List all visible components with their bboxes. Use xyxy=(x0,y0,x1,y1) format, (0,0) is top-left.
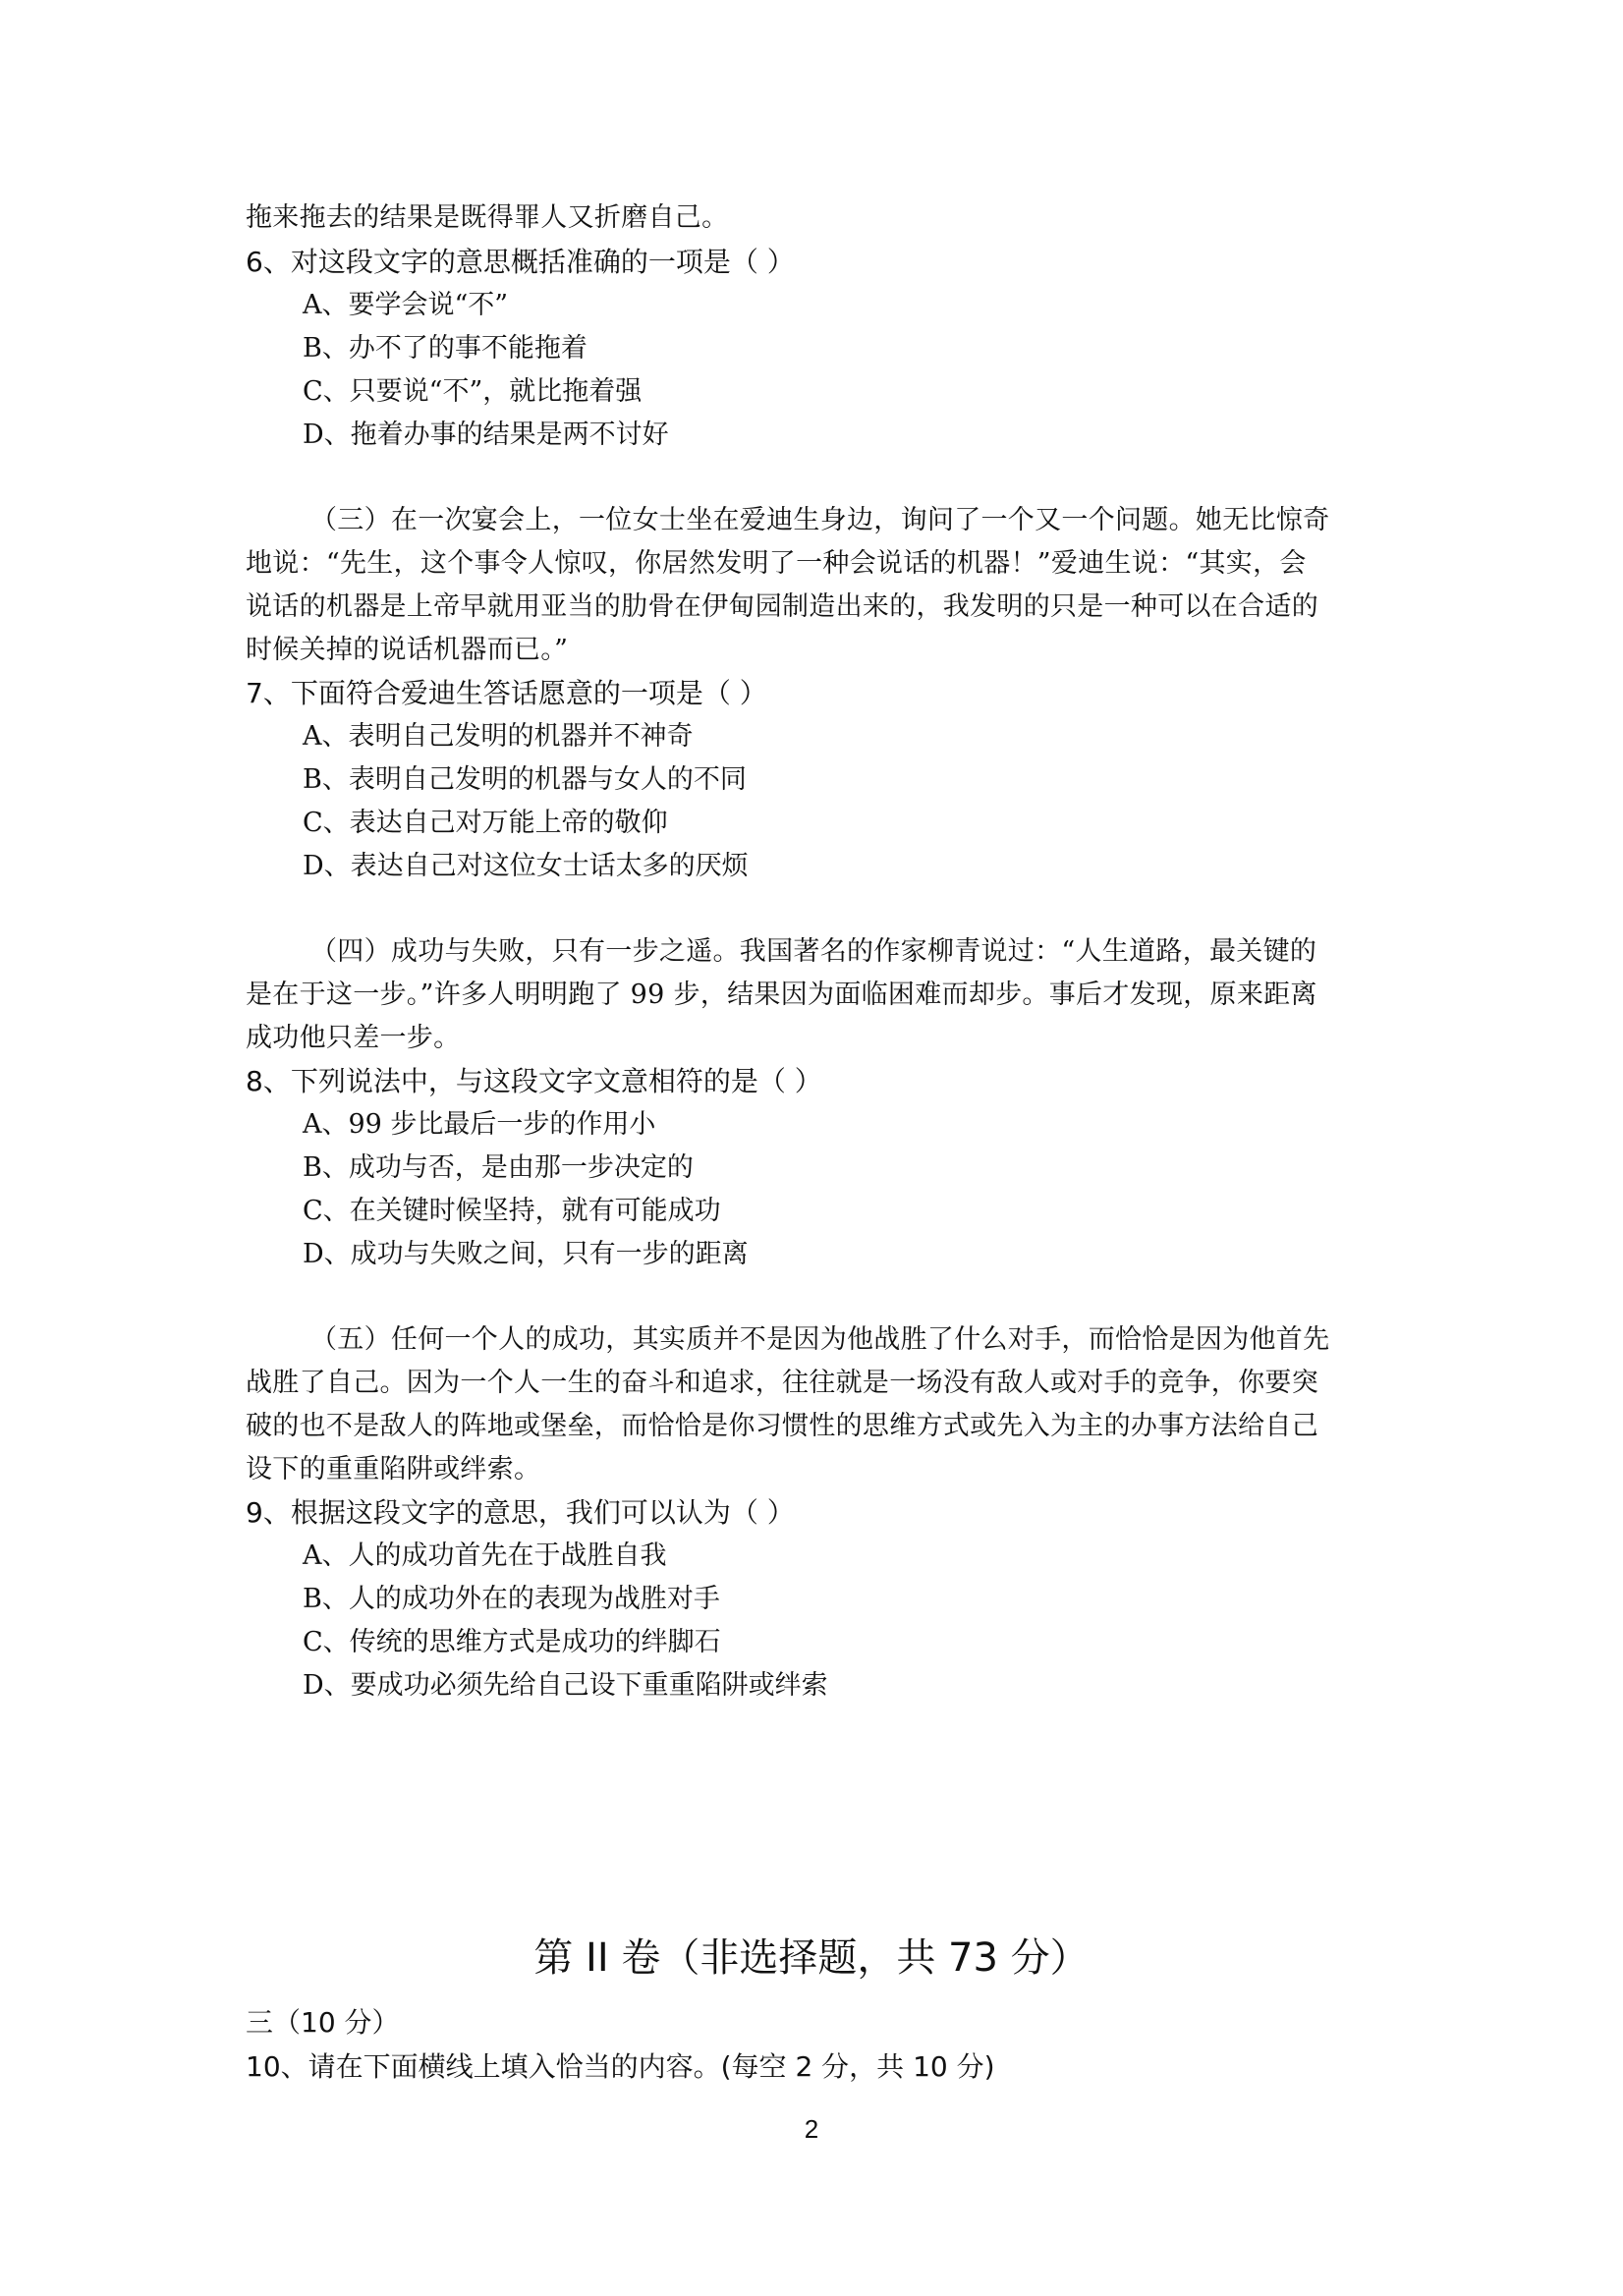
passage-3-line-1: （三）在一次宴会上，一位女士坐在爱迪生身边，询问了一个又一个问题。她无比惊奇 xyxy=(310,505,1330,535)
question-7-option-c: C、表达自己对万能上帝的敬仰 xyxy=(303,808,668,838)
question-7-option-d: D、表达自己对这位女士话太多的厌烦 xyxy=(303,851,749,881)
passage-5-line-3: 破的也不是敌人的阵地或堡垒，而恰恰是你习惯性的思维方式或先入为主的办事方法给自己 xyxy=(246,1411,1318,1441)
passage-text-line: 拖来拖去的结果是既得罪人又折磨自己。 xyxy=(246,202,729,233)
question-9-option-c: C、传统的思维方式是成功的绊脚石 xyxy=(303,1627,721,1657)
question-9-stem: 9、根据这段文字的意思，我们可以认为（ ） xyxy=(246,1496,795,1529)
passage-4-line-2: 是在于这一步。”许多人明明跑了 99 步，结果因为面临困难而却步。事后才发现，原来距离 xyxy=(246,980,1317,1010)
passage-4-line-1: （四）成功与失败，只有一步之遥。我国著名的作家柳青说过：“人生道路，最关键的 xyxy=(310,936,1317,967)
question-6-option-d: D、拖着办事的结果是两不讨好 xyxy=(303,420,669,450)
question-7-option-b: B、表明自己发明的机器与女人的不同 xyxy=(303,764,747,795)
question-8-option-b: B、成功与否，是由那一步决定的 xyxy=(303,1152,694,1183)
question-7-stem: 7、下面符合爱迪生答话愿意的一项是（ ） xyxy=(246,677,767,709)
question-8-option-a: A、99 步比最后一步的作用小 xyxy=(303,1109,656,1140)
question-9-option-b: B、人的成功外在的表现为战胜对手 xyxy=(303,1584,720,1614)
question-10-stem: 10、请在下面横线上填入恰当的内容。(每空 2 分，共 10 分) xyxy=(246,2050,995,2083)
question-9-option-a: A、人的成功首先在于战胜自我 xyxy=(303,1540,667,1571)
passage-3-line-3: 说话的机器是上帝早就用亚当的肋骨在伊甸园制造出来的，我发明的只是一种可以在合适的 xyxy=(246,591,1318,622)
question-8-stem: 8、下列说法中，与这段文字文意相符的是（ ） xyxy=(246,1065,822,1097)
passage-5-line-1: （五）任何一个人的成功，其实质并不是因为他战胜了什么对手，而恰恰是因为他首先 xyxy=(310,1324,1330,1355)
passage-3-line-2: 地说：“先生，这个事令人惊叹，你居然发明了一种会说话的机器！”爱迪生说：“其实，会 xyxy=(246,548,1307,579)
passage-3-line-4: 时候关掉的说话机器而已。” xyxy=(246,635,569,665)
page-number: 2 xyxy=(804,2114,819,2144)
question-8-option-c: C、在关键时候坚持，就有可能成功 xyxy=(303,1196,721,1226)
question-6-option-c: C、只要说“不”，就比拖着强 xyxy=(303,376,643,407)
passage-4-line-3: 成功他只差一步。 xyxy=(246,1023,461,1053)
passage-5-line-2: 战胜了自己。因为一个人一生的奋斗和追求，往往就是一场没有敌人或对手的竞争，你要突 xyxy=(246,1368,1318,1398)
section-3-heading: 三（10 分） xyxy=(246,2006,400,2039)
question-6-stem: 6、对这段文字的意思概括准确的一项是（ ） xyxy=(246,246,795,278)
question-6-option-a: A、要学会说“不” xyxy=(303,290,509,320)
question-9-option-d: D、要成功必须先给自己设下重重陷阱或绊索 xyxy=(303,1670,828,1701)
question-6-option-b: B、办不了的事不能拖着 xyxy=(303,333,588,364)
question-7-option-a: A、表明自己发明的机器并不神奇 xyxy=(303,721,694,752)
part-2-title: 第 II 卷（非选择题，共 73 分） xyxy=(533,1935,1090,1981)
passage-5-line-4: 设下的重重陷阱或绊索。 xyxy=(246,1454,541,1484)
question-8-option-d: D、成功与失败之间，只有一步的距离 xyxy=(303,1239,749,1269)
